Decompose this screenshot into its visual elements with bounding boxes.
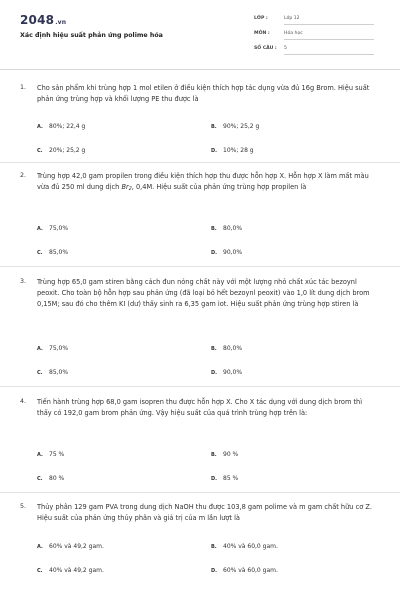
- meta-underline: [284, 39, 374, 40]
- option-text: 80,0%: [223, 225, 243, 232]
- option-text: 75 %: [49, 451, 65, 458]
- option-text: 10%; 28 g: [223, 147, 254, 154]
- option-label: B.: [211, 124, 217, 130]
- option-label: B.: [211, 346, 217, 352]
- option-a[interactable]: [37, 123, 85, 130]
- option-label: B.: [211, 452, 217, 458]
- option-text: 85 %: [223, 475, 239, 482]
- question-divider: [0, 162, 400, 163]
- header-divider: [0, 69, 400, 70]
- question-number: 1.: [20, 84, 27, 91]
- option-label: A.: [37, 124, 43, 130]
- option-text: 90 %: [223, 451, 239, 458]
- option-text: 90%; 25,2 g: [223, 123, 260, 130]
- question-divider: [0, 492, 400, 493]
- option-text: 85,0%: [49, 249, 69, 256]
- option-c[interactable]: [37, 147, 85, 154]
- option-text: 40% và 49,2 gam.: [49, 567, 104, 574]
- option-text: 85,0%: [49, 369, 69, 376]
- option-a[interactable]: [37, 451, 64, 458]
- option-label: A.: [37, 346, 43, 352]
- option-c[interactable]: [37, 249, 68, 256]
- meta-subject-key: MÔN :: [254, 31, 270, 36]
- formula: Br: [121, 183, 129, 192]
- option-d[interactable]: [211, 567, 278, 574]
- option-label: C.: [37, 476, 43, 482]
- option-text: 90,0%: [223, 249, 243, 256]
- option-b[interactable]: [211, 543, 278, 550]
- option-text: 75,0%: [49, 345, 69, 352]
- option-label: B.: [211, 544, 217, 550]
- option-b[interactable]: [211, 225, 242, 232]
- option-c[interactable]: [37, 567, 104, 574]
- question-text-part: , 0,4M. Hiệu suất của phản ứng trùng hợp propilen là: [131, 183, 307, 192]
- option-d[interactable]: [211, 249, 242, 256]
- option-label: C.: [37, 568, 43, 574]
- option-a[interactable]: [37, 345, 68, 352]
- option-label: C.: [37, 250, 43, 256]
- meta-underline: [284, 24, 374, 25]
- option-text: 20%; 25,2 g: [49, 147, 86, 154]
- option-text: 80 %: [49, 475, 65, 482]
- option-label: D.: [211, 568, 218, 574]
- option-label: B.: [211, 226, 217, 232]
- question-text: Thủy phân 129 gam PVA trong dung dịch NaOH thu được 103,8 gam polime và m gam chất hữu cơ Z. Hiệu suất của phản ứng thủy phân và giá trị của m lần lượt là: [37, 503, 372, 523]
- option-a[interactable]: [37, 225, 68, 232]
- meta-subject-value: Hóa học: [284, 31, 303, 36]
- option-text: 80,0%: [223, 345, 243, 352]
- meta-count-value: 5: [284, 46, 287, 51]
- option-d[interactable]: [211, 369, 242, 376]
- option-text: 80%; 22,4 g: [49, 123, 86, 130]
- option-label: C.: [37, 148, 43, 154]
- option-label: A.: [37, 452, 43, 458]
- option-b[interactable]: [211, 123, 259, 130]
- option-label: D.: [211, 148, 218, 154]
- option-text: 90,0%: [223, 369, 243, 376]
- question-divider: [0, 266, 400, 267]
- question-text-part: Trùng hợp 42,0 gam propilen trong điều kiện thích hợp thu được hỗn hợp X. Hỗn hợp X làm mất màu vừa đủ 250 ml dung dịch: [37, 172, 369, 192]
- option-d[interactable]: [211, 475, 238, 482]
- option-c[interactable]: [37, 369, 68, 376]
- meta-count-key: SỐ CÂU :: [254, 46, 277, 51]
- option-label: A.: [37, 226, 43, 232]
- question-text: Trùng hợp 65,0 gam stiren bằng cách đun nóng chất này với một lượng nhỏ chất xúc tác bezoynl peoxit. Cho toàn bộ hỗn hợp sau phản ứng (đã loại bỏ hết bezoynl peoxit) vào 1,0 lít dung dịch brom 0,15M; sau đó cho thêm KI (dư) thấy sinh ra 6,35 gam iot. Hiệu suất phản ứng trùng hợp stiren là: [37, 278, 370, 309]
- site-logo[interactable]: [20, 13, 66, 27]
- option-label: C.: [37, 370, 43, 376]
- option-label: D.: [211, 370, 218, 376]
- option-label: D.: [211, 250, 218, 256]
- question-text: [37, 171, 377, 195]
- logo-tld: .vn: [55, 19, 67, 26]
- option-c[interactable]: [37, 475, 64, 482]
- option-text: 75,0%: [49, 225, 69, 232]
- worksheet-header: [0, 0, 400, 72]
- formula-subscript: 2: [128, 187, 132, 193]
- option-d[interactable]: [211, 147, 254, 154]
- worksheet-title: Xác định hiệu suất phản ứng polime hóa: [20, 32, 163, 39]
- option-text: 60% và 49,2 gam.: [49, 543, 104, 550]
- logo-main: 2048: [20, 13, 55, 27]
- option-text: 40% và 60,0 gam.: [223, 543, 278, 550]
- option-label: D.: [211, 476, 218, 482]
- meta-class-value: Lớp 12: [284, 16, 300, 21]
- question-number: 5.: [20, 503, 27, 510]
- question-number: 4.: [20, 398, 27, 405]
- option-label: A.: [37, 544, 43, 550]
- question-number: 2.: [20, 172, 27, 179]
- question-text: Cho sản phẩm khi trùng hợp 1 mol etilen ở điều kiện thích hợp tác dụng vừa đủ 16g Brom. Hiệu suất phản ứng trùng hợp và khối lượng PE thu được là: [37, 84, 370, 104]
- question-divider: [0, 386, 400, 387]
- option-a[interactable]: [37, 543, 104, 550]
- option-b[interactable]: [211, 451, 238, 458]
- question-text: Tiến hành trùng hợp 68,0 gam isopren thu được hỗn hợp X. Cho X tác dụng với dung dịch brom thì thấy có 192,0 gam brom phản ứng. Vậy hiệu suất của quá trình trùng hợp trên là:: [37, 398, 363, 418]
- question-number: 3.: [20, 278, 27, 285]
- option-text: 60% và 60,0 gam.: [223, 567, 278, 574]
- meta-underline: [284, 54, 374, 55]
- meta-class-key: LỚP :: [254, 16, 268, 21]
- option-b[interactable]: [211, 345, 242, 352]
